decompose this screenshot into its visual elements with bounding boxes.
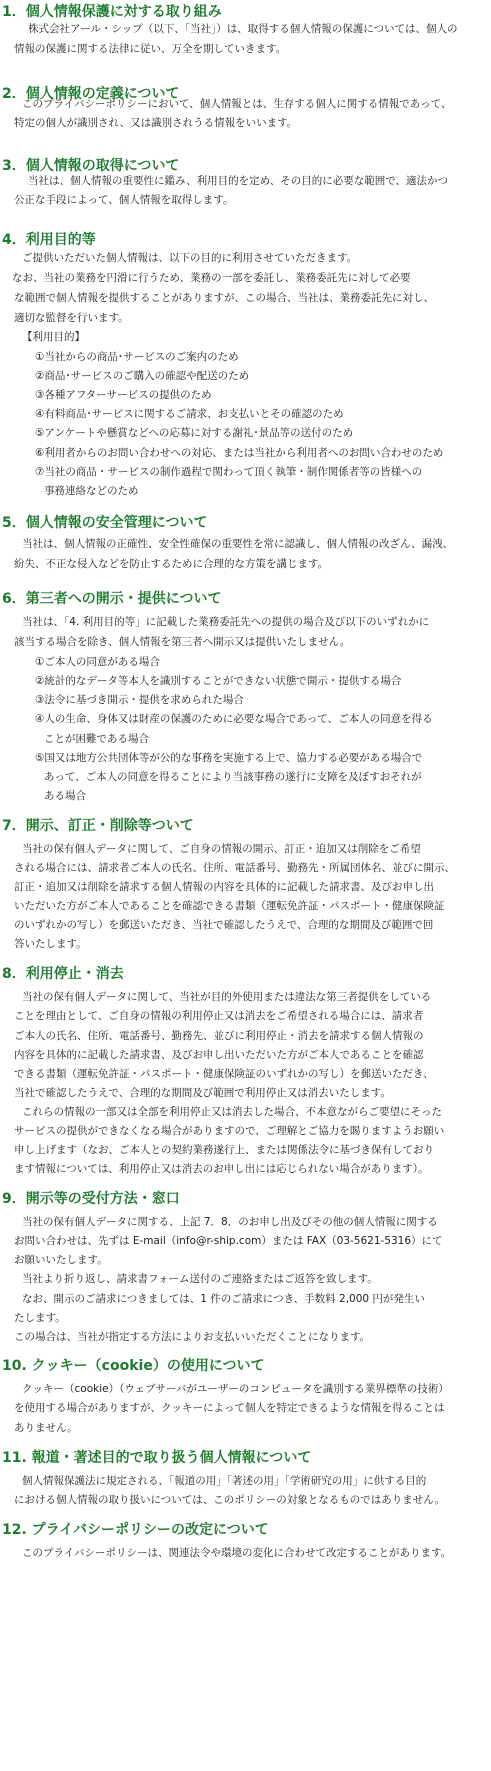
section-heading: 1．個人情報保護に対する取り組み [2,4,222,20]
section-body-line: なお、当社の業務を円滑に行うため、業務の一部を委託し、業務委託先に対して必要 [12,272,411,284]
section-body-line: 当社は、個人情報の重要性に鑑み、利用目的を定め、その目的に必要な範囲で、適法かつ [28,175,448,187]
section-body-line: 株式会社アール・シップ（以下、「当社」）は、取得する個人情報の保護については、個人の [28,23,458,35]
section-body-line: ④有料商品･サービスに関するご請求、お支払いとその確認のため [35,408,344,420]
section-body-line: ありません。 [14,1422,78,1434]
section-heading: 7．開示、訂正・削除等ついて [2,818,194,834]
section-body-line: ことが困難である場合 [44,733,149,745]
section-body-line: 【利用目的】 [22,331,85,343]
section-body-line: お問い合わせは、先ずは E-mail（info@r-ship.com）または FAX（03-5621-5316）にて [14,1235,443,1247]
section-body-line: クッキー（cookie）（ウェブサーバがユーザーのコンピュータを識別する業界標準の技術） [22,1383,449,1395]
section-body-line: 事務連絡などのため [44,485,139,497]
section-body-line: 個人情報保護法に規定される、「報道の用」「著述の用」「学術研究の用」に供する目的 [22,1475,427,1487]
section-body-line: できる書類（運転免許証・パスポート・健康保険証のいずれかの写し）を郵送いただき、 [14,1068,434,1080]
section-body-line: ⑦当社の商品・サービスの制作過程で関わって頂く執筆・制作関係者等の皆様への [35,466,423,478]
section-body-line: な範囲で個人情報を提供することがありますが、この場合、当社は、業務委託先に対し、 [14,292,434,304]
section-body-line: 当社で確認したうえで、合理的な期間及び範囲で利用停止又は消去いたします。 [14,1087,391,1099]
section-body-line: ②商品･サービスのご購入の確認や配送のため [35,370,250,382]
section-body-line: この場合は、当社が指定する方法によりお支払いいただくことになります。 [14,1331,371,1343]
section-body-line: のいずれかの写し）を郵送いただき、当社で確認したうえで、合理的な期間及び範囲で回 [14,919,434,931]
section-body-line: これらの情報の一部又は全部を利用停止又は消去した場合、不本意ながらご要望にそった [22,1106,442,1118]
section-body-line: 情報の保護に関する法律に従い、万全を期していきます。 [14,43,287,55]
section-body-line: ③法令に基づき開示・提供を求められた場合 [35,694,244,706]
section-body-line: たします。 [14,1312,66,1324]
section-body-line: 答いたします。 [14,938,87,950]
section-body-line: 内容を具体的に記載した請求書、及びお申し出いただいた方がご本人であることを確認 [14,1049,424,1061]
section-body-line: 当社の保有個人データに関して、当社が目的外使用または違法な第三者提供をしている [22,991,432,1003]
section-body-line: サービスの提供ができなくなる場合がありますので、ご理解とご協力を賜りますようお願い [14,1125,445,1137]
section-body-line: ⑤アンケートや懸賞などへの応募に対する謝礼･景品等の送付のため [35,427,354,439]
section-heading: 11. 報道・著述目的で取り扱う個人情報について [2,1450,312,1466]
section-body-line: ⑤国又は地方公共団体等が公的な事務を実施する上で、協力する必要がある場合で [35,752,423,764]
section-body-line: 訂正・追加又は削除を請求する個人情報の内容を具体的に記載した請求書、及びお申し出 [14,881,434,893]
section-body-line: を使用する場合がありますが、クッキーによって個人を特定できるような情報を得ることは [14,1402,445,1414]
section-heading: 10. クッキー（cookie）の使用について [2,1358,265,1374]
section-body-line: ②統計的なデータ等本人を識別することができない状態で開示・提供する場合 [35,675,402,687]
section-body-line: 当社は、個人情報の正確性、安全性確保の重要性を常に認識し、個人情報の改ざん、漏洩、 [22,538,454,550]
section-heading: 2．個人情報の定義について [2,86,180,102]
section-body-line: いただいた方がご本人であることを確認できる書類（運転免許証・パスポート・健康保険証 [14,900,445,912]
section-body-line: ①当社からの商品･サービスのご案内のため [35,351,239,363]
section-heading: 3．個人情報の取得について [2,158,180,174]
section-body-line: ③各種アフターサービスの提供のため [35,389,212,401]
section-body-line: ことを理由として、ご自身の情報の利用停止又は消去をご希望される場合には、請求者 [14,1010,424,1022]
section-heading: 8．利用停止・消去 [2,966,124,982]
section-body-line: 当社の保有個人データに関する、上記 7．8．のお申し出及びその他の個人情報に関する [22,1216,438,1228]
section-body-line: ⑥利用者からのお問い合わせへの対応、または当社から利用者へのお問い合わせのため [35,447,444,459]
section-heading: 4．利用目的等 [2,232,96,248]
section-body-line: ④人の生命、身体又は財産の保護のために必要な場合であって、ご本人の同意を得る [35,713,433,725]
section-body-line: 当社の保有個人データに関して、ご自身の情報の開示、訂正・追加又は削除をご希望 [22,843,421,855]
section-body-line: ある場合 [44,790,86,802]
section-body-line: される場合には、請求者ご本人の氏名、住所、電話番号、勤務先・所属団体名、並びに開示、 [14,862,455,874]
section-heading: 5．個人情報の安全管理について [2,515,208,531]
section-body-line: お願いいたします。 [14,1254,108,1266]
section-body-line: 適切な監督を行います。 [14,312,129,324]
section-body-line: あって、ご本人の同意を得ることにより当該事務の遂行に支障を及ぼすおそれが [44,771,422,783]
section-body-line: このプライバシーポリシーは、関連法令や環境の変化に合わせて改定することがあります。 [22,1547,452,1559]
section-body-line: 特定の個人が識別され、又は識別されうる情報をいいます。 [14,117,298,129]
section-heading: 12. プライバシーポリシーの改定について [2,1522,269,1538]
section-body-line: ご提供いただいた個人情報は、以下の目的に利用させていただきます。 [22,252,358,264]
section-heading: 9．開示等の受付方法・窓口 [2,1191,180,1207]
section-body-line: ①ご本人の同意がある場合 [35,656,160,668]
section-body-line: なお、開示のご請求につきましては、1 件のご請求につき、手数料 2,000 円が発生い [22,1293,425,1305]
section-body-line: における個人情報の取り扱いについては、このポリシーの対象となるものではありません。 [14,1494,445,1506]
section-body-line: 当社は、「4. 利用目的等」に記載した業務委託先への提供の場合及び以下のいずれかに [22,616,430,628]
section-heading: 6．第三者への開示・提供について [2,591,222,607]
section-body-line: 申し上げます（なお、ご本人との契約業務遂行上、または関係法令に基づき保有しており [14,1144,434,1156]
section-body-line: ご本人の氏名、住所、電話番号、勤務先、並びに利用停止・消去を請求する個人情報の [14,1030,424,1042]
section-body-line: 紛失、不正な侵入などを防止するために合理的な方策を講じます。 [14,558,329,570]
section-body-line: このプライバシーポリシーにおいて、個人情報とは、生存する個人に関する情報であって、 [22,98,452,110]
section-body-line: 公正な手段によって、個人情報を取得します。 [14,194,234,206]
section-body-line: 該当する場合を除き、個人情報を第三者へ開示又は提供いたしません。 [14,636,351,648]
section-body-line: ます情報については、利用停止又は消去のお申し出には応じられない場合があります）。 [14,1163,429,1175]
section-body-line: 当社より折り返し、請求書フォーム送付のご連絡またはご返答を致します。 [22,1273,378,1285]
